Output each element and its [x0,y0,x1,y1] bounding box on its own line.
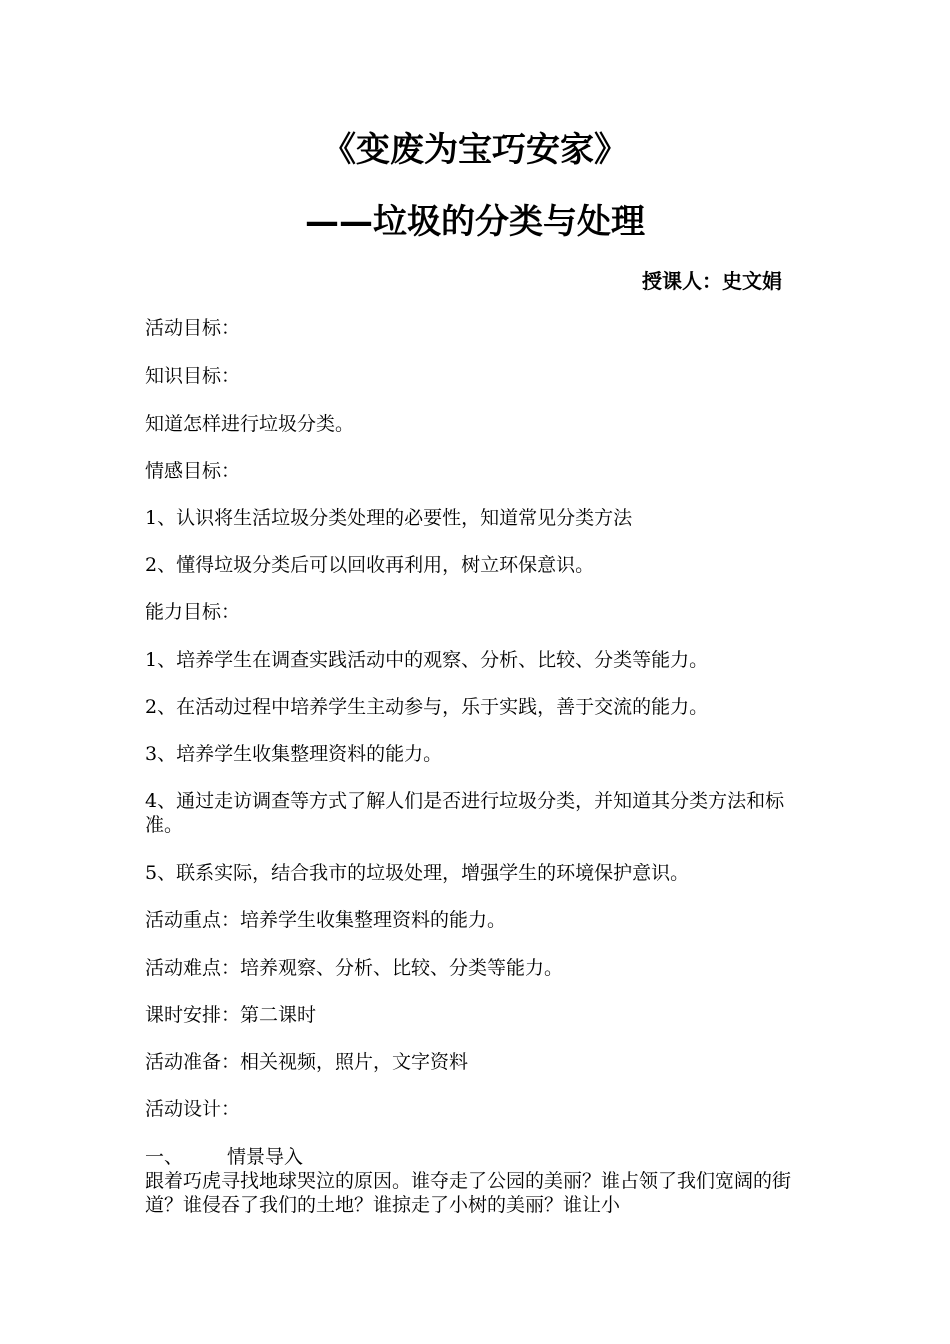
paragraph-ability-item-3: 3、培养学生收集整理资料的能力。 [145,743,443,765]
document-subtitle: ——垃圾的分类与处理 [305,202,645,242]
paragraph-knowledge-item: 知道怎样进行垃圾分类。 [145,413,355,435]
section-number: 一、 [145,1146,184,1168]
paragraph-ability-item-1: 1、培养学生在调查实践活动中的观察、分析、比较、分类等能力。 [145,649,709,671]
section-body: 跟着巧虎寻找地球哭泣的原因。谁夺走了公园的美丽？谁占领了我们宽阔的街道？谁侵吞了我们的土地？谁掠走了小树的美丽？谁让小 [145,1170,792,1216]
paragraph-emotion-item-1: 1、认识将生活垃圾分类处理的必要性，知道常见分类方法 [145,507,633,529]
paragraph-difficulty: 活动难点：培养观察、分析、比较、分类等能力。 [145,957,564,979]
paragraph-ability-item-2: 2、在活动过程中培养学生主动参与，乐于实践，善于交流的能力。 [145,696,709,718]
paragraph-preparation: 活动准备：相关视频，照片，文字资料 [145,1051,469,1073]
paragraph-knowledge-goals: 知识目标： [145,365,241,387]
paragraph-key-point: 活动重点：培养学生收集整理资料的能力。 [145,909,507,931]
document-title: 《变废为宝巧安家》 [322,130,628,170]
paragraph-activity-design: 活动设计： [145,1098,241,1120]
section-title: 情景导入 [227,1146,304,1168]
paragraph-emotion-item-2: 2、懂得垃圾分类后可以回收再利用，树立环保意识。 [145,554,595,576]
paragraph-ability-goals: 能力目标： [145,601,241,623]
paragraph-ability-item-5: 5、联系实际，结合我市的垃圾处理，增强学生的环境保护意识。 [145,862,690,884]
paragraph-emotion-goals: 情感目标： [145,460,241,482]
paragraph-activity-goals: 活动目标： [145,317,241,339]
paragraph-ability-item-4: 4、通过走访调查等方式了解人们是否进行垃圾分类，并知道其分类方法和标准。 [145,790,785,836]
author-line: 授课人：史文娟 [642,269,782,293]
section-heading [145,1145,805,1169]
paragraph-schedule: 课时安排：第二课时 [145,1004,317,1026]
